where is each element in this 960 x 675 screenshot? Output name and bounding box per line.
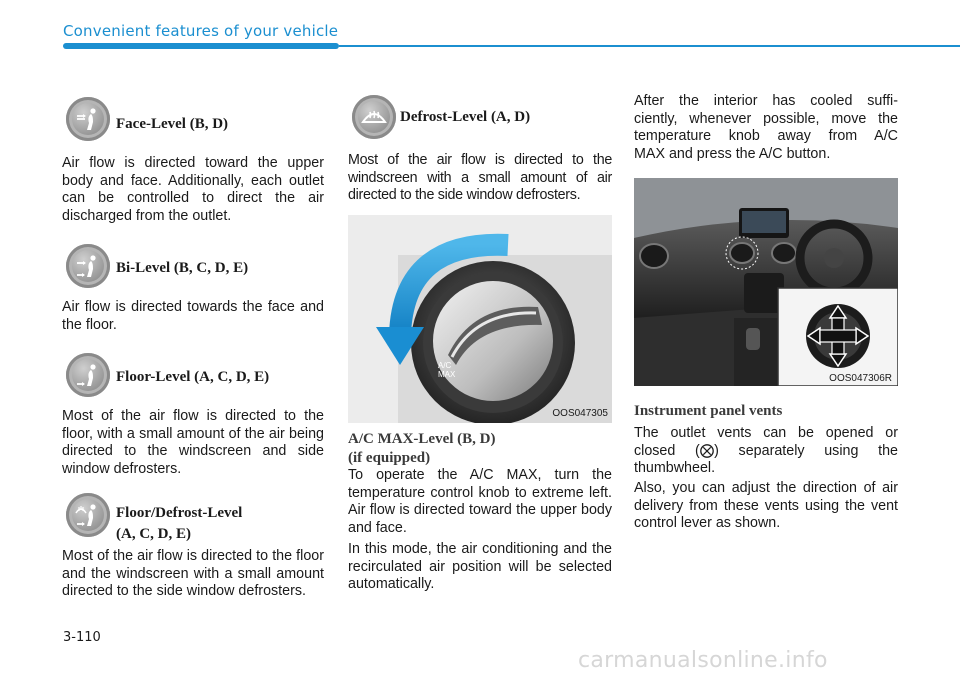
ac-max-text-1: To operate the A/C MAX, turn the temperature control knob to extreme left. Air flow is directed toward the upper body and face.	[348, 467, 612, 536]
instrument-panel-vents-title: Instrument panel vents	[634, 403, 783, 419]
face-level-title: Face-Level (B, D)	[116, 116, 229, 132]
ac-max-title-line1: A/C MAX-Level (B, D)	[348, 431, 496, 447]
knob-label-ac: A/C	[438, 361, 452, 370]
vents-text-1-line-3: thumbwheel.	[634, 460, 716, 476]
dashboard-illustration	[634, 178, 898, 386]
bi-level-title: Bi-Level (B, C, D, E)	[116, 260, 249, 276]
vents-text-2: Also, you can adjust the direction of air delivery from these vents using the vent control lever as shown.	[634, 480, 898, 531]
knob-label-max: MAX	[438, 370, 456, 379]
floor-level-text: Most of the air flow is directed to the floor, with a small amount of the air being directed to the windscreen and side window defrosters.	[62, 408, 324, 477]
face-level-text: Air flow is directed toward the upper body and face. Additionally, each outlet can be controlled to direct the air discharged from the outlet.	[62, 155, 324, 224]
bi-level-icon	[66, 244, 110, 288]
intro-line-3: temperature knob away from A/C	[634, 128, 898, 144]
floor-level-title: Floor-Level (A, C, D, E)	[116, 369, 270, 385]
ac-max-title	[348, 430, 495, 468]
ac-max-title-line2: (if equipped)	[348, 450, 431, 466]
header-accent-bar	[63, 43, 339, 49]
header-rule	[339, 45, 960, 47]
defrost-level-text: Most of the air flow is directed to the windscreen with a small amount of air directed to the side window defrosters.	[348, 152, 612, 203]
dashboard-vents-figure	[634, 178, 898, 386]
ac-max-knob-illustration	[348, 215, 612, 423]
defrost-level-title: Defrost-Level (A, D)	[400, 109, 531, 125]
cooled-intro-text	[634, 93, 898, 163]
section-title: Convenient features of your vehicle	[63, 22, 339, 40]
floor-defrost-text: Most of the air flow is directed to the floor and the windscreen with a small amount directed to the side window defrosters.	[62, 548, 324, 599]
closed-symbol-icon: ⨂	[699, 442, 715, 459]
vents-text-1-post: ) separately using the	[714, 442, 898, 459]
defrost-icon	[352, 95, 396, 139]
page-number: 3-110	[63, 630, 101, 645]
floor-defrost-icon	[66, 493, 110, 537]
intro-line-4: MAX and press the A/C button.	[634, 145, 831, 162]
floor-defrost-title-line1: Floor/Defrost-Level	[116, 505, 243, 521]
intro-line-1: After the interior has cooled suffi-	[634, 93, 898, 109]
intro-line-2: ciently, whenever possible, move the	[634, 110, 898, 127]
face-vent-icon	[66, 97, 110, 141]
ac-max-text-2: In this mode, the air conditioning and the recirculated air position will be selected automatically.	[348, 541, 612, 592]
watermark: carmanualsonline.info	[578, 648, 828, 673]
bi-level-text: Air flow is directed towards the face and the floor.	[62, 299, 324, 333]
vents-text-1-line-2	[634, 443, 898, 461]
vents-text-1	[634, 425, 898, 478]
floor-defrost-title-line2: (A, C, D, E)	[116, 526, 191, 542]
floor-level-icon	[66, 353, 110, 397]
figure-caption-knob: OOS047305	[552, 408, 608, 419]
vents-text-1-line-1: The outlet vents can be opened or	[634, 425, 898, 441]
ac-max-knob-figure	[348, 215, 612, 423]
vents-text-1-pre: closed (	[634, 442, 700, 459]
floor-defrost-title	[116, 503, 242, 545]
figure-caption-dashboard: OOS047306R	[829, 373, 892, 384]
